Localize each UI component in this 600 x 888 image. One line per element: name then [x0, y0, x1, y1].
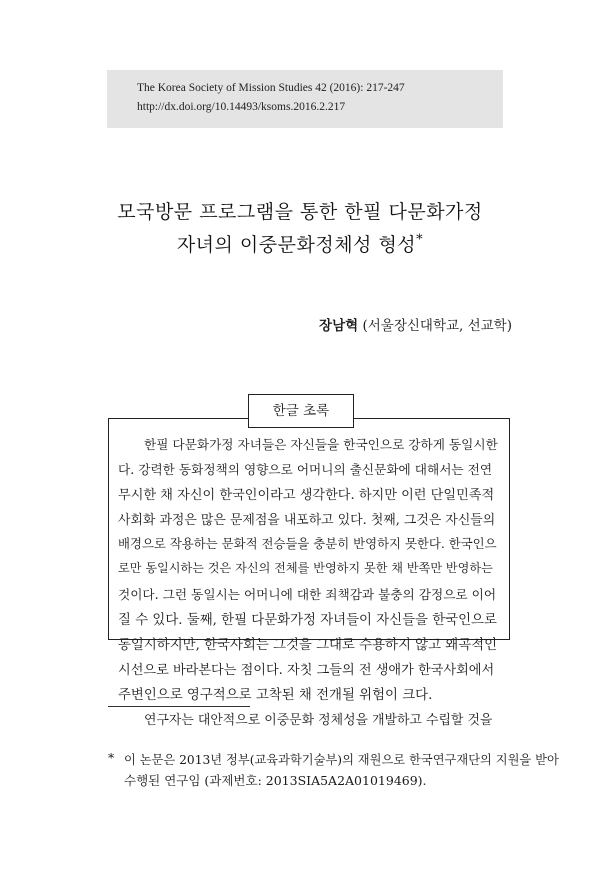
- footnote-line-1: 이 논문은 2013년 정부(교육과학기술부)의 재원으로 한국연구재단의 지원을 받아: [124, 753, 559, 767]
- title-line-2: [0, 230, 600, 257]
- abstract-label: 한글 초록: [248, 394, 354, 428]
- abstract-line: 질 수 있다. 둘째, 한필 다문화가정 자녀들이 자신들을 한국인으로: [118, 613, 497, 628]
- abstract-line: 것이다. 그런 동일시는 어머니에 대한 죄책감과 불충의 감정으로 이어: [118, 587, 497, 602]
- journal-citation: The Korea Society of Mission Studies 42 (2016): 217-247: [137, 82, 405, 94]
- doi-link[interactable]: http://dx.doi.org/10.14493/ksoms.2016.2.217: [137, 101, 346, 113]
- title-footnote-marker[interactable]: *: [416, 232, 424, 248]
- abstract-line: 시선으로 바라본다는 점이다. 자칫 그들의 전 생애가 한국사회에서: [118, 663, 495, 678]
- author-affiliation: (서울장신대학교, 선교학): [362, 318, 512, 334]
- author-name: 장남혁: [319, 318, 359, 334]
- abstract-line: 사회화 과정은 많은 문제점을 내포하고 있다. 첫째, 그것은 자신들의: [118, 513, 496, 528]
- author-line: [319, 314, 512, 334]
- title-text-2: 자녀의 이중문화정체성 형성: [176, 234, 417, 256]
- abstract-line: 동일시하지만, 한국사회는 그것을 그대로 수용하지 않고 왜곡적인: [118, 638, 498, 653]
- abstract-line: 무시한 채 자신이 한국인이라고 생각한다. 하지만 이런 단일민족적: [118, 488, 495, 503]
- abstract-line: 주변인으로 영구적으로 고착된 채 전개될 위험이 크다.: [118, 688, 433, 703]
- footnote-line-2: 수행된 연구임 (과제번호: 2013SIA5A2A01019469).: [124, 773, 427, 788]
- title-line-1: [0, 197, 600, 224]
- title-text-1: 모국방문 프로그램을 통한 한필 다문화가정: [117, 201, 483, 223]
- footnote-divider: [108, 706, 250, 707]
- abstract-line: 다. 강력한 동화정책의 영향으로 어머니의 출신문화에 대해서는 전연: [118, 462, 493, 477]
- abstract-line: 한필 다문화가정 자녀들은 자신들을 한국인으로 강하게 동일시한: [144, 437, 498, 452]
- abstract-line: 배경으로 작용하는 문화적 전승들을 충분히 반영하지 못한다. 한국인으: [118, 536, 497, 551]
- journal-header-box: [107, 70, 503, 128]
- footnote-marker: *: [108, 750, 115, 765]
- abstract-line: 연구자는 대안적으로 이중문화 정체성을 개발하고 수립할 것을: [144, 713, 493, 728]
- abstract-line: 로만 동일시하는 것은 자신의 전체를 반영하지 못한 채 반쪽만 반영하는: [118, 561, 493, 575]
